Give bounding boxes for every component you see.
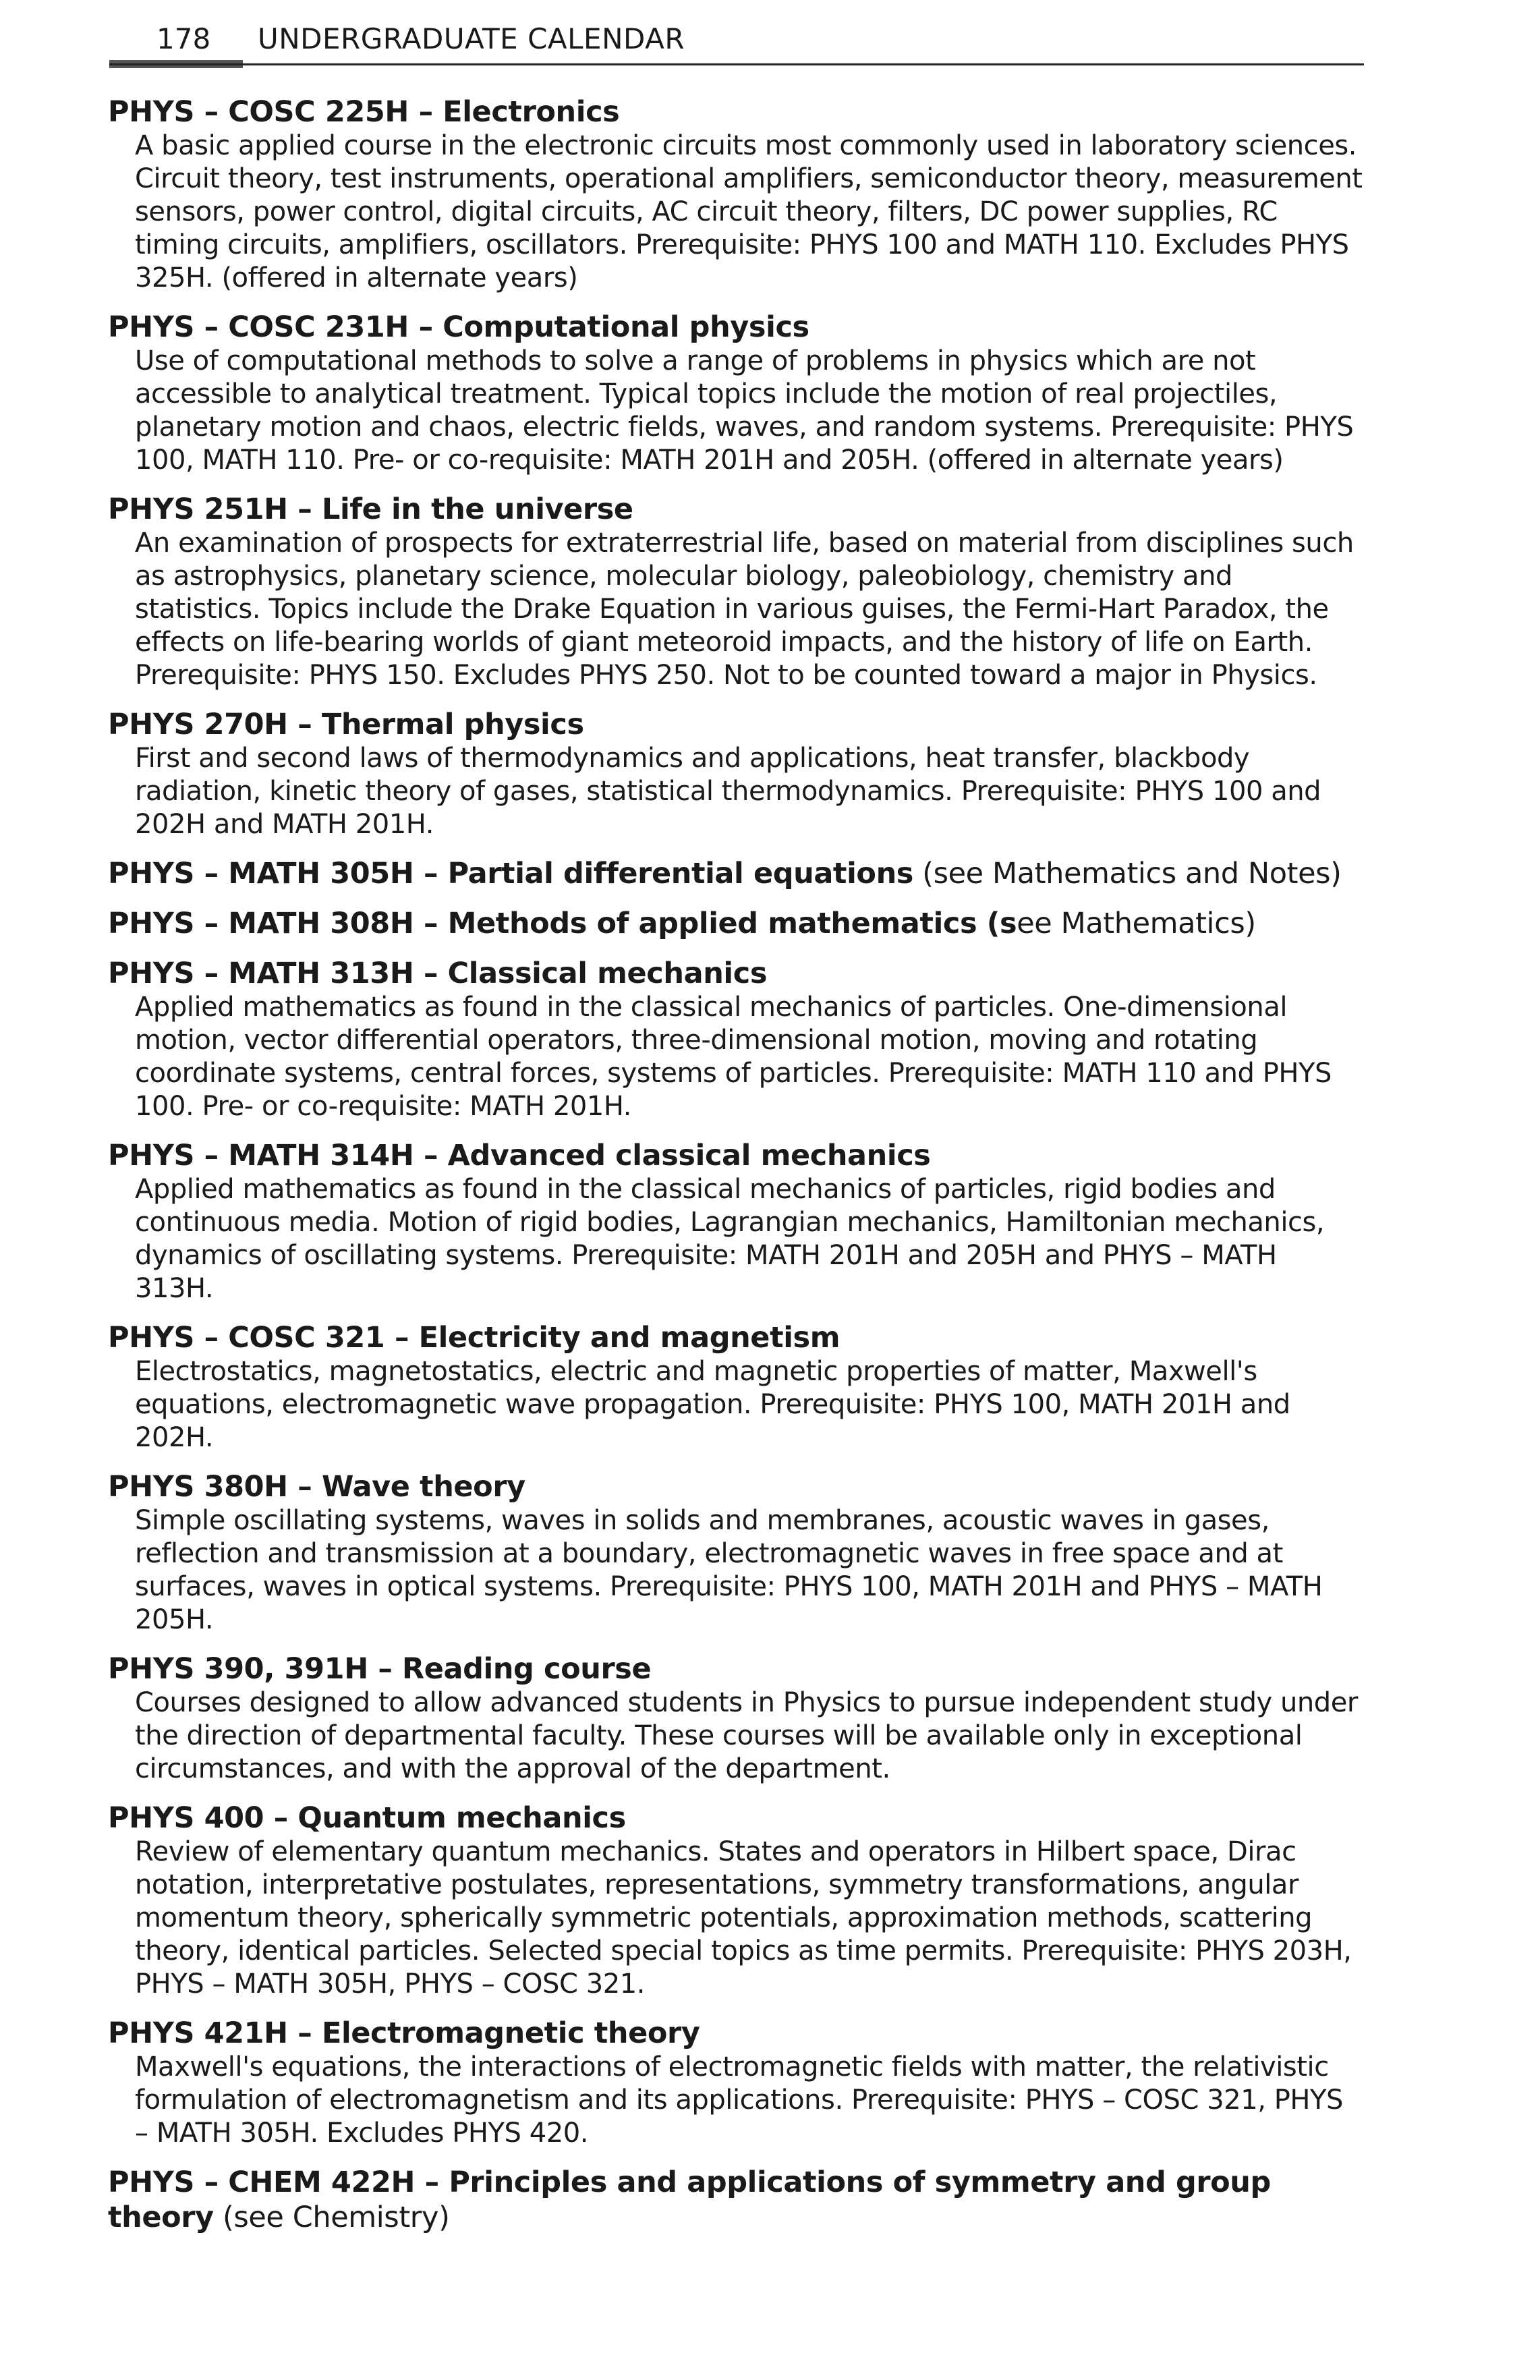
- header-rule: [109, 63, 1364, 65]
- course-title-text: PHYS 400 – Quantum mechanics: [108, 1801, 626, 1835]
- course-title: [108, 956, 1363, 991]
- course-description: Applied mathematics as found in the classical mechanics of particles. One-dimensional motion, vector differential operators, three-dimensional motion, moving and rotating coordinate systems, central forces, systems of particles. Prerequisite: MATH 110 and PHYS 100. Pre- or co-requisite: MATH 201H.: [135, 992, 1332, 1122]
- running-head: UNDERGRADUATE CALENDAR: [258, 22, 685, 55]
- course-title: [108, 2016, 1363, 2051]
- course-entry: [108, 1801, 1363, 2001]
- course-entry: [108, 856, 1363, 891]
- course-title-text: PHYS – MATH 305H – Partial differential equations: [108, 857, 913, 890]
- course-title-text: PHYS – COSC 231H – Computational physics: [108, 310, 809, 344]
- course-description: Use of computational methods to solve a range of problems in physics which are not accessible to analytical treatment. Typical topics include the motion of real projectiles, planetary motion and chaos, electric fields, waves, and random systems. Prerequisite: PHYS 100, MATH 110. Pre- or co-requisite: MATH 201H and 205H. (offered in alternate years): [135, 345, 1354, 476]
- course-description: First and second laws of thermodynamics and applications, heat transfer, blackbody radiation, kinetic theory of gases, statistical thermodynamics. Prerequisite: PHYS 100 and 202H and MATH 201H.: [135, 743, 1321, 840]
- course-entry: [108, 2016, 1363, 2150]
- course-title: [108, 94, 1363, 130]
- course-entry: [108, 310, 1363, 477]
- course-entry: [108, 1651, 1363, 1786]
- page-header: [109, 15, 1364, 72]
- course-entry: [108, 707, 1363, 841]
- course-entry: [108, 492, 1363, 692]
- course-note: ee Mathematics): [1017, 907, 1256, 940]
- course-description: An examination of prospects for extraterrestrial life, based on material from disciplines such as astrophysics, planetary science, molecular biology, paleobiology, chemistry and statistics. Topics include the Drake Equation in various guises, the Fermi-Hart Paradox, the effects on life-bearing worlds of giant meteoroid impacts, and the history of life on Earth. Prerequisite: PHYS 150. Excludes PHYS 250. Not to be counted toward a major in Physics.: [135, 528, 1354, 691]
- course-title-text: PHYS – MATH 308H – Methods of applied mathematics (s: [108, 907, 1017, 940]
- course-entry: [108, 1138, 1363, 1305]
- course-entry: [108, 94, 1363, 295]
- course-title: [108, 856, 1363, 891]
- course-note: (see Chemistry): [213, 2201, 450, 2234]
- course-title: [108, 492, 1363, 527]
- course-title: [108, 2165, 1363, 2235]
- course-title-text: PHYS – COSC 225H – Electronics: [108, 95, 620, 129]
- course-title-text: PHYS – COSC 321 – Electricity and magnetism: [108, 1321, 840, 1355]
- course-title-text: PHYS – MATH 314H – Advanced classical mechanics: [108, 1139, 931, 1172]
- course-title-text: PHYS – CHEM 422H – Principles and applications of symmetry and group theory: [108, 2165, 1271, 2234]
- course-description: Electrostatics, magnetostatics, electric and magnetic properties of matter, Maxwell's equations, electromagnetic wave propagation. Prerequisite: PHYS 100, MATH 201H and 202H.: [135, 1356, 1290, 1453]
- course-description: Maxwell's equations, the interactions of electromagnetic fields with matter, the relativistic formulation of electromagnetism and its applications. Prerequisite: PHYS – COSC 321, PHYS – MATH 305H. Excludes PHYS 420.: [135, 2051, 1343, 2149]
- course-title: [108, 906, 1363, 941]
- course-entry: [108, 1320, 1363, 1454]
- course-title-text: PHYS 251H – Life in the universe: [108, 492, 633, 526]
- course-title-text: PHYS 421H – Electromagnetic theory: [108, 2016, 700, 2050]
- course-entry: [108, 2165, 1363, 2235]
- course-note: (see Mathematics and Notes): [913, 857, 1342, 890]
- course-title-text: PHYS 390, 391H – Reading course: [108, 1652, 652, 1686]
- course-title: [108, 1651, 1363, 1687]
- course-list: [108, 94, 1363, 2250]
- course-entry: [108, 906, 1363, 941]
- course-title-text: PHYS 380H – Wave theory: [108, 1470, 525, 1504]
- course-title: [108, 1469, 1363, 1504]
- course-title-text: PHYS 270H – Thermal physics: [108, 708, 584, 741]
- course-description: Applied mathematics as found in the classical mechanics of particles, rigid bodies and continuous media. Motion of rigid bodies, Lagrangian mechanics, Hamiltonian mechanics, dynamics of oscillating systems. Prerequisite: MATH 201H and 205H and PHYS – MATH 313H.: [135, 1174, 1325, 1304]
- course-entry: [108, 1469, 1363, 1637]
- course-description: A basic applied course in the electronic circuits most commonly used in laboratory sciences. Circuit theory, test instruments, operational amplifiers, semiconductor theory, measurement sensors, power control, digital circuits, AC circuit theory, filters, DC power supplies, RC timing circuits, amplifiers, oscillators. Prerequisite: PHYS 100 and MATH 110. Excludes PHYS 325H. (offered in alternate years): [135, 130, 1363, 293]
- course-description: Simple oscillating systems, waves in solids and membranes, acoustic waves in gases, reflection and transmission at a boundary, electromagnetic waves in free space and at surfaces, waves in optical systems. Prerequisite: PHYS 100, MATH 201H and PHYS – MATH 205H.: [135, 1505, 1323, 1635]
- page-number: 178: [156, 22, 211, 55]
- course-title-text: PHYS – MATH 313H – Classical mechanics: [108, 957, 768, 990]
- course-description: Review of elementary quantum mechanics. States and operators in Hilbert space, Dirac notation, interpretative postulates, representations, symmetry transformations, angular momentum theory, spherically symmetric potentials, approximation methods, scattering theory, identical particles. Selected special topics as time permits. Prerequisite: PHYS 203H, PHYS – MATH 305H, PHYS – COSC 321.: [135, 1836, 1352, 2000]
- course-title: [108, 1320, 1363, 1355]
- course-title: [108, 1801, 1363, 1836]
- course-title: [108, 1138, 1363, 1173]
- course-description: Courses designed to allow advanced students in Physics to pursue independent study under the direction of departmental faculty. These courses will be available only in exceptional circumstances, and with the approval of the department.: [135, 1687, 1358, 1784]
- course-entry: [108, 956, 1363, 1123]
- course-title: [108, 310, 1363, 345]
- course-title: [108, 707, 1363, 742]
